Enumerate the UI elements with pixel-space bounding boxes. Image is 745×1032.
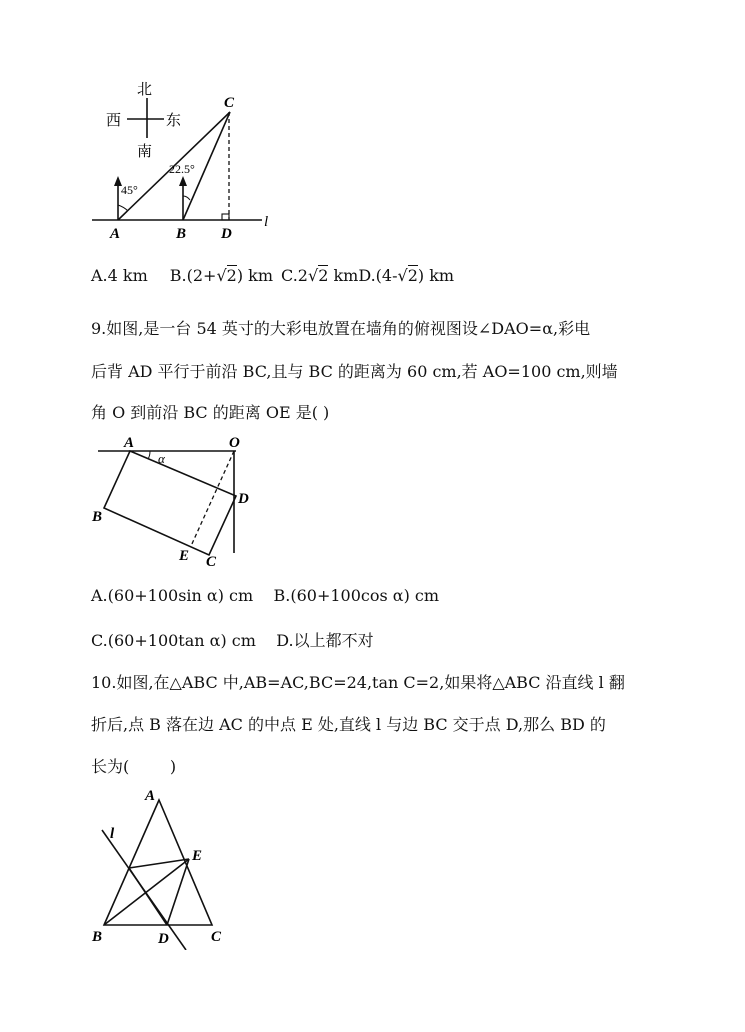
point-a: A [124, 435, 135, 451]
compass-east: 东 [166, 111, 182, 129]
q9-line-1: 9.如图,是一台 54 英寸的大彩电放置在墙角的俯视图设∠DAO=α,彩电 [91, 319, 591, 338]
line-l: l [264, 214, 269, 230]
sqrt-symbol: √ [397, 266, 408, 285]
point-d: D [158, 931, 169, 947]
point-c: C [224, 95, 235, 111]
point-b: B [92, 509, 103, 525]
q8-option-d: D.(4-√2) km [358, 266, 455, 285]
point-a: A [145, 788, 156, 804]
q10-line-1: 10.如图,在△ABC 中,AB=AC,BC=24,tan C=2,如果将△ABC 沿直线 l 翻 [91, 673, 625, 692]
compass-north: 北 [137, 80, 153, 98]
q9-line-3: 角 O 到前沿 BC 的距离 OE 是( ) [91, 403, 330, 422]
q8-options [91, 266, 454, 286]
angle-label-a: 45° [121, 183, 138, 197]
compass-west: 西 [106, 111, 122, 129]
figure-q8 [80, 70, 280, 250]
figure-q9 [88, 430, 268, 570]
sqrt-symbol: √ [307, 266, 319, 285]
figure-q10 [88, 780, 248, 950]
point-e: E [179, 548, 190, 564]
q9-options-cd: C.(60+100tan α) cm D.以上都不对 [91, 631, 374, 650]
line-l: l [110, 826, 115, 842]
point-d: D [238, 491, 249, 507]
q10-line-2: 折后,点 B 落在边 AC 的中点 E 处,直线 l 与边 BC 交于点 D,那么 BD 的 [91, 715, 606, 734]
q8-option-a: A.4 km [91, 266, 148, 285]
q9-options-ab: A.(60+100sin α) cm B.(60+100cos α) cm [91, 586, 440, 605]
point-c: C [211, 929, 222, 945]
sqrt-symbol: √ [216, 266, 227, 285]
point-e: E [192, 848, 203, 864]
q9-line-2: 后背 AD 平行于前沿 BC,且与 BC 的距离为 60 cm,若 AO=100 cm,则墙 [91, 362, 618, 381]
angle-label-b: 22.5° [169, 162, 195, 176]
point-o: O [229, 435, 240, 451]
point-b: B [176, 226, 187, 242]
point-b: B [92, 929, 103, 945]
q8-option-c: C.2√2 km [281, 266, 359, 285]
q10-line-3: 长为( ) [91, 757, 177, 776]
point-a: A [110, 226, 121, 242]
point-d: D [221, 226, 232, 242]
angle-alpha: α [158, 451, 165, 466]
q8-option-b: B.(2+√2) km [169, 266, 274, 285]
compass-south: 南 [137, 142, 153, 160]
point-c: C [206, 554, 217, 570]
